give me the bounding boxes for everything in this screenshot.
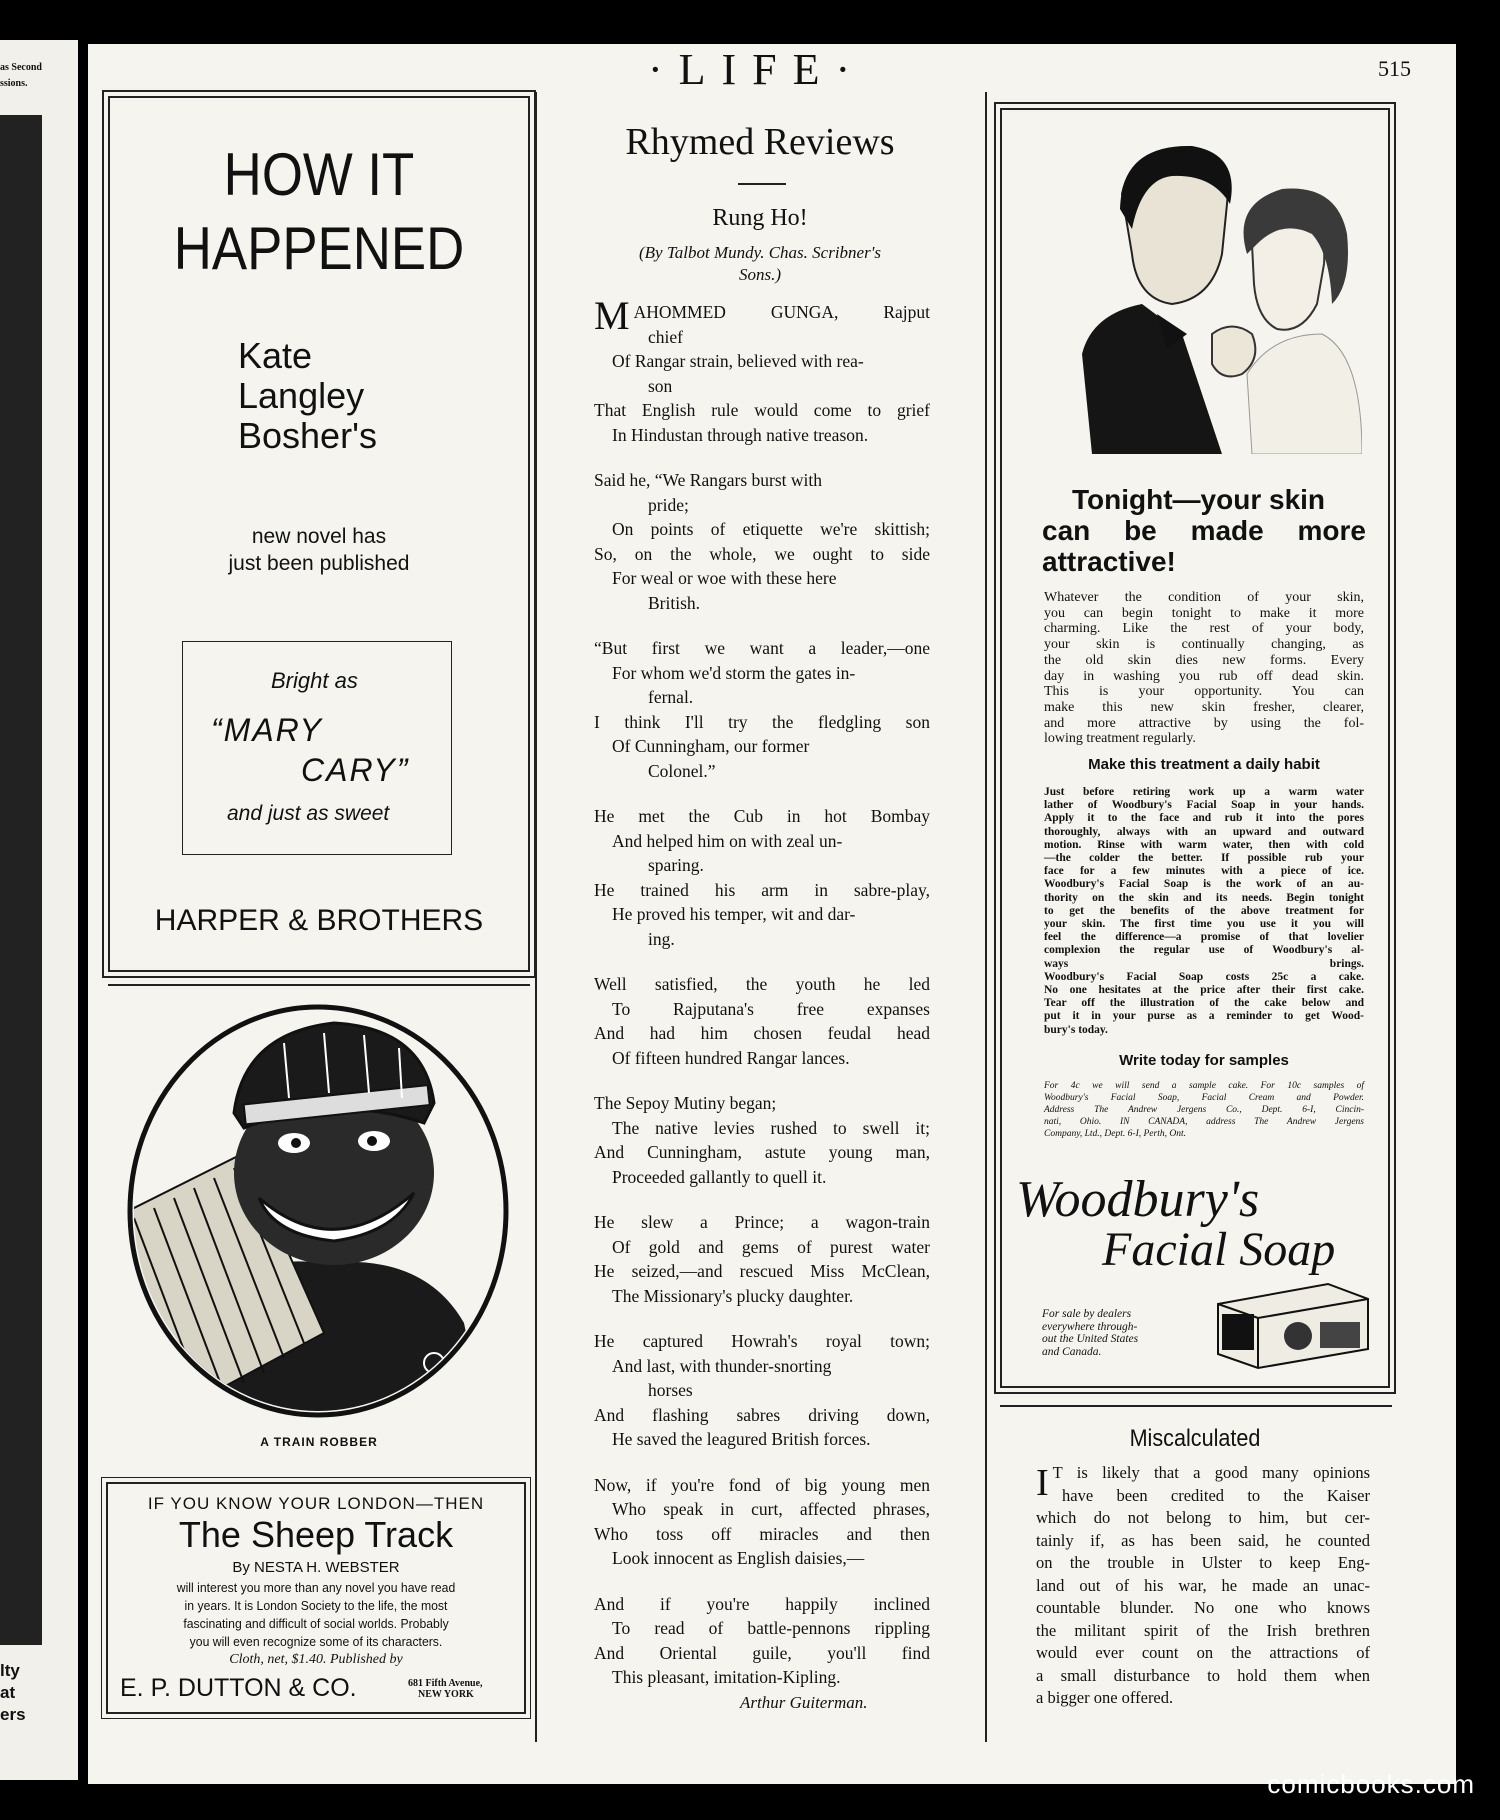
poem-stanza — [594, 1329, 930, 1452]
poem-line: Of Cunningham, our former — [612, 736, 810, 756]
section-divider — [108, 984, 530, 986]
ad-subhead: Write today for samples — [1119, 1052, 1289, 1069]
section-divider — [1000, 1405, 1392, 1407]
text-line: Woodbury's Facial Soap costs 25c a cake. — [1044, 970, 1364, 983]
text-line: lowing treatment regularly. — [1044, 731, 1196, 747]
text-line: and more attractive by using the fol- — [1044, 715, 1364, 731]
text-line: ways brings. — [1044, 957, 1364, 970]
poem-line: For whom we'd storm the gates in- — [612, 662, 856, 683]
text-line: countable blunder. No one who knows — [1036, 1598, 1370, 1617]
poem-line: Who toss off miracles and then — [594, 1523, 930, 1544]
prev-page-text: ssions. — [0, 78, 28, 89]
text-line: a bigger one offered. — [1036, 1688, 1174, 1707]
text-line: For 4c we will send a sample cake. For 10c samples of — [1044, 1081, 1364, 1091]
text-line: Address The Andrew Jergens Co., Dept. 6-I, Cincin- — [1044, 1105, 1364, 1115]
ad-body-text — [1044, 590, 1364, 747]
ad-text: fascinating and difficult of social worlds. Probably — [183, 1616, 449, 1631]
text-line: have been credited to the Kaiser — [1062, 1485, 1370, 1505]
page-number: 515 — [1378, 56, 1411, 81]
poem-line: Who speak in curt, affected phrases, — [612, 1499, 930, 1519]
text-line: complexion the regular use of Woodbury's al- — [1044, 944, 1364, 957]
text-line: tainly if, as has been said, he counted — [1036, 1530, 1370, 1550]
woodbury-soap-ad — [1000, 108, 1390, 1388]
text-line: charming. Like the rest of your body, — [1044, 621, 1364, 637]
text-line: I T is likely that a good many opinions — [1036, 1462, 1370, 1504]
poem-line: He seized,—and rescued Miss McClean, — [594, 1261, 930, 1281]
poem-line: To read of battle-pennons rippling — [612, 1618, 930, 1638]
column-divider — [985, 92, 987, 1742]
how-it-happened-ad — [108, 96, 530, 972]
article-title: Miscalculated — [1129, 1425, 1261, 1452]
ad-treatment-text — [1044, 786, 1364, 1037]
poem-line: Now, if you're fond of big young men — [594, 1474, 930, 1495]
poem-stanza — [594, 804, 930, 951]
poem-line: Proceeded gallantly to quell it. — [612, 1166, 827, 1187]
poem-line: Of gold and gems of purest water — [612, 1236, 930, 1257]
poem-line: British. — [648, 592, 701, 613]
poem-line: And Oriental guile, you'll find — [594, 1642, 930, 1663]
poem-stanza — [594, 293, 930, 447]
publisher-name: E. P. DUTTON & CO. — [120, 1674, 357, 1702]
poem-stanza — [594, 972, 930, 1070]
poem-line: That English rule would come to grief — [594, 400, 930, 420]
poem-line: In Hindustan through native treason. — [612, 424, 869, 445]
drop-cap: M — [594, 293, 630, 338]
poem-line: And had him chosen feudal head — [594, 1023, 930, 1043]
text-line: Woodbury's Facial Soap, Facial Cream and Powder. — [1044, 1093, 1364, 1103]
poem-line: This pleasant, imitation-Kipling. — [612, 1667, 841, 1687]
watermark: comicbooks.com — [1267, 1769, 1475, 1799]
column-title: Rhymed Reviews — [625, 121, 895, 163]
text-line: Just before retiring work up a warm water — [1044, 786, 1364, 798]
poem-line: chief — [648, 326, 683, 347]
poem-line: pride; — [648, 494, 689, 515]
dealers-note: For sale by dealers everywhere through- out the United States and Canada. — [1042, 1308, 1139, 1358]
masthead: ·LIFE· — [648, 45, 867, 94]
prev-page-text: at — [0, 1683, 16, 1702]
soap-cake-illustration — [1208, 1274, 1372, 1370]
prev-page-text: as Second — [0, 62, 42, 73]
poem-line: Of Rangar strain, believed with rea- — [612, 351, 864, 371]
text-line: a small disturbance to hold them when — [1036, 1665, 1370, 1685]
poem-line: MAHOMMED GUNGA, Rajput — [594, 293, 930, 338]
text-line: make this new skin fresher, clearer, — [1044, 699, 1364, 715]
book-byline: By NESTA H. WEBSTER — [232, 1559, 400, 1576]
ad-title: HOW IT HAPPENED — [173, 141, 465, 282]
poem-line: To Rajputana's free expanses — [612, 998, 930, 1019]
poem-line: The native levies rushed to swell it; — [612, 1117, 930, 1138]
train-robber-illustration — [124, 1003, 512, 1419]
text-line: put it in your purse as a reminder to get Wood- — [1044, 1010, 1364, 1023]
poem-line: fernal. — [648, 687, 694, 707]
ad-text: you will even recognize some of its characters. — [189, 1634, 443, 1649]
poem-line: And helped him on with zeal un- — [612, 830, 843, 851]
text-line: —the colder the better. If possible rub your — [1044, 852, 1364, 865]
text-line: your skin. The first time you use it you will — [1044, 918, 1364, 931]
text-line: the old skin dies new forms. Every — [1044, 652, 1364, 668]
poem-line: And if you're happily inclined — [594, 1593, 930, 1614]
text-line: Woodbury's Facial Soap is the work of an au- — [1044, 878, 1364, 891]
poem-line: He slew a Prince; a wagon-train — [594, 1212, 930, 1232]
text-line: day in washing you rub off dead skin. — [1044, 668, 1364, 684]
publisher-name: HARPER & BROTHERS — [154, 904, 484, 937]
poem-line: Look innocent as English daisies,— — [612, 1548, 865, 1568]
poem-line: Well satisfied, the youth he led — [594, 974, 930, 994]
poem-line: And flashing sabres driving down, — [594, 1404, 930, 1425]
ad-text: new novel has just been published — [228, 525, 410, 575]
poem-stanza — [594, 1592, 930, 1690]
text-line: bury's today. — [1044, 1023, 1108, 1036]
poem-line: horses — [648, 1380, 693, 1400]
text-line: Apply it to the face and rub it into the pores — [1044, 812, 1364, 825]
bright-as-box: Bright as “MARY CARY” and just as sweet — [182, 641, 452, 855]
ad-subhead: Make this treatment a daily habit — [1088, 756, 1320, 773]
author-name: Kate Langley Bosher's — [238, 335, 377, 456]
text-line: feel the difference—a promise of that lovelier — [1044, 931, 1364, 944]
text-line: the militant spirit of the Irish brethren — [1036, 1620, 1370, 1640]
text-line: Whatever the condition of your skin, — [1044, 590, 1364, 605]
poem-line: I think I'll try the fledgling son — [594, 711, 930, 732]
review-poem — [594, 293, 930, 1711]
publisher-address: 681 Fifth Avenue, NEW YORK — [408, 1678, 483, 1700]
poem-line: And last, with thunder-snorting — [612, 1355, 832, 1376]
text-line: Tear off the illustration of the cake below and — [1044, 997, 1364, 1010]
ad-text: in years. It is London Society to the life, the most — [184, 1598, 448, 1613]
title-rule — [738, 183, 786, 185]
text-line: your skin is continually changing, as — [1044, 637, 1364, 653]
illustration-caption: A TRAIN ROBBER — [260, 1435, 378, 1449]
text-line: you can begin tonight to make it more — [1044, 605, 1364, 621]
poem-stanza — [594, 468, 930, 615]
poem-line: So, on the whole, we ought to side — [594, 543, 930, 564]
poem-stanza — [594, 1210, 930, 1308]
text-line: thority on the skin and its needs. Begin tonight — [1044, 891, 1364, 904]
poem-line: Said he, “We Rangars burst with — [594, 470, 822, 490]
poem-line: Of fifteen hundred Rangar lances. — [612, 1047, 850, 1068]
poem-stanza — [594, 1091, 930, 1189]
ad-headline: Tonight—your skin can be made more attractive! — [1042, 484, 1366, 577]
prev-page-text: ers — [0, 1705, 26, 1724]
review-book-title: Rung Ho! — [712, 205, 808, 231]
text-line: on the trouble in Ulster to keep Eng- — [1036, 1553, 1370, 1572]
poem-stanza — [594, 1473, 930, 1571]
text-line: motion. Rinse with warm water, then with cold — [1044, 838, 1364, 851]
poem-line: He saved the leagured British forces. — [612, 1429, 871, 1449]
poem-line: On points of etiquette we're skittish; — [612, 519, 930, 539]
poem-line: He trained his arm in sabre-play, — [594, 879, 930, 900]
sheep-track-ad — [106, 1482, 526, 1714]
text-line: to get the benefits of the above treatment for — [1044, 904, 1364, 917]
ad-teaser: IF YOU KNOW YOUR LONDON—THEN — [147, 1494, 485, 1513]
poem-line: The Sepoy Mutiny began; — [594, 1093, 777, 1113]
book-title: The Sheep Track — [178, 1514, 454, 1555]
brand-logo: Facial Soap — [1102, 1223, 1336, 1276]
poem-line: son — [648, 375, 673, 396]
text-line: land out of his war, he made an unac- — [1036, 1575, 1370, 1595]
poem-line: And Cunningham, astute young man, — [594, 1142, 930, 1162]
poem-line: Colonel.” — [648, 760, 716, 781]
poem-line: He met the Cub in hot Bombay — [594, 806, 930, 826]
poem-line: For weal or woe with these here — [612, 568, 837, 588]
review-book-credit: (By Talbot Mundy. Chas. Scribner's Sons.) — [639, 243, 881, 284]
poem-line: “But first we want a leader,—one — [594, 638, 930, 658]
text-line: No one hesitates at the price after their first cake. — [1044, 984, 1364, 997]
text-line: face for a few minutes with a piece of ice. — [1044, 865, 1364, 878]
ad-text: will interest you more than any novel you have read — [176, 1580, 456, 1595]
poem-author: Arthur Guiterman. — [740, 1693, 868, 1712]
column-divider — [535, 92, 537, 1742]
brand-logo: Woodbury's — [1016, 1171, 1260, 1228]
text-line: thoroughly, always with an upward and outward — [1044, 825, 1364, 838]
ad-fine-print — [1044, 1080, 1364, 1140]
text-line: This is your opportunity. You can — [1044, 684, 1364, 700]
poem-line: The Missionary's plucky daughter. — [612, 1285, 854, 1306]
ad-price: Cloth, net, $1.40. Published by — [229, 1652, 403, 1667]
couple-illustration — [1062, 134, 1362, 454]
poem-line: sparing. — [648, 855, 704, 875]
text-line: nati, Ohio. IN CANADA, address The Andrew Jergens — [1044, 1117, 1364, 1127]
text-line: would ever count on the attractions of — [1036, 1643, 1370, 1662]
drop-cap: I — [1036, 1462, 1049, 1504]
poem-stanza — [594, 636, 930, 783]
poem-line: He proved his temper, wit and dar- — [612, 904, 856, 924]
text-line: Company, Ltd., Dept. 6-I, Perth, Ont. — [1044, 1129, 1186, 1139]
prev-page-text: lty — [0, 1661, 20, 1680]
text-line: which do not belong to him, but cer- — [1036, 1508, 1370, 1527]
poem-line: He captured Howrah's royal town; — [594, 1331, 930, 1351]
previous-page-edge — [0, 40, 78, 1780]
text-line: lather of Woodbury's Facial Soap in your hands. — [1044, 799, 1364, 812]
article-body — [1036, 1462, 1370, 1710]
poem-line: ing. — [648, 928, 675, 949]
